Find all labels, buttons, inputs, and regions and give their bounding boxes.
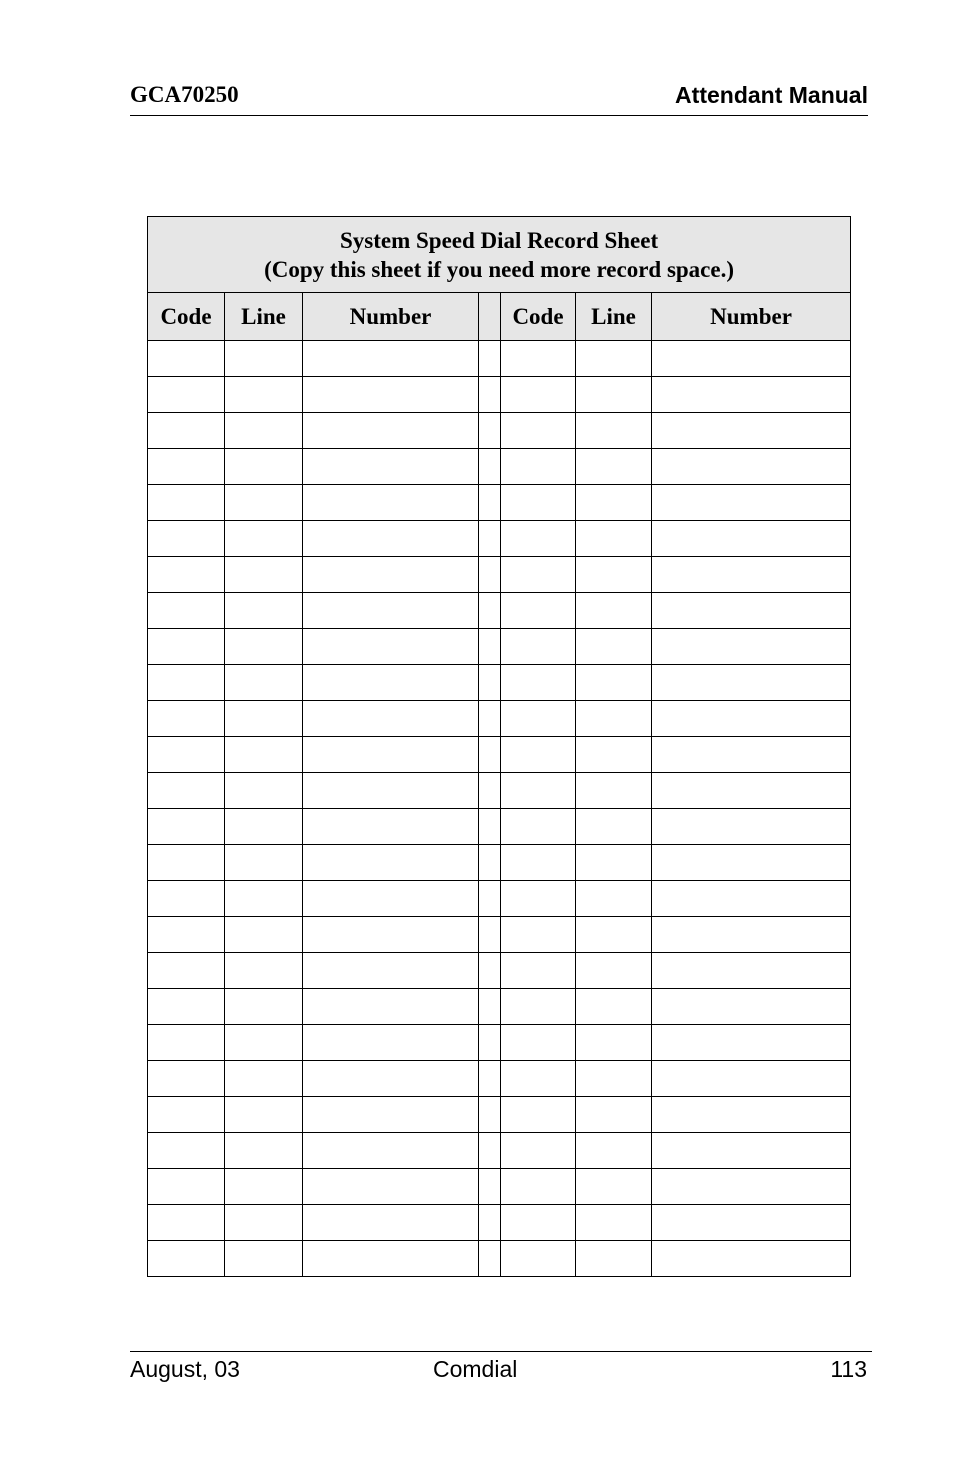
table-cell [303, 593, 479, 629]
table-row [148, 665, 851, 701]
table-cell [303, 629, 479, 665]
page-number: 113 [830, 1356, 867, 1382]
document-id: GCA70250 [130, 82, 239, 107]
table-cell [576, 1061, 652, 1097]
column-header-code-right: Code [501, 293, 576, 341]
table-row [148, 701, 851, 737]
table-row [148, 881, 851, 917]
table-cell [652, 593, 851, 629]
table-cell [501, 1097, 576, 1133]
table-cell [303, 413, 479, 449]
table-cell [479, 557, 501, 593]
table-cell [225, 809, 303, 845]
column-header-spacer [479, 293, 501, 341]
column-header-row [148, 293, 851, 341]
table-cell [225, 737, 303, 773]
table-cell [303, 521, 479, 557]
table-cell [148, 809, 225, 845]
table-cell [652, 485, 851, 521]
table-cell [652, 665, 851, 701]
table-cell [652, 845, 851, 881]
table-title-row [148, 217, 851, 293]
table-cell [303, 1025, 479, 1061]
table-cell [225, 1025, 303, 1061]
table-cell [303, 341, 479, 377]
table-cell [501, 989, 576, 1025]
table-cell [652, 629, 851, 665]
table-cell [148, 881, 225, 917]
table-cell [501, 1169, 576, 1205]
table-cell [148, 773, 225, 809]
table-title-main: System Speed Dial Record Sheet [339, 227, 659, 253]
table-cell [479, 881, 501, 917]
table-cell [148, 557, 225, 593]
table-row [148, 1061, 851, 1097]
table-cell [576, 629, 652, 665]
table-cell [479, 953, 501, 989]
table-cell [576, 449, 652, 485]
table-row [148, 989, 851, 1025]
table-cell [148, 377, 225, 413]
table-cell [148, 1241, 225, 1277]
table-cell [576, 485, 652, 521]
table-cell [148, 1025, 225, 1061]
table-cell [501, 413, 576, 449]
table-cell [303, 485, 479, 521]
table-cell [652, 557, 851, 593]
table-cell [303, 1097, 479, 1133]
footer-company: Comdial [433, 1356, 518, 1382]
table-cell [303, 737, 479, 773]
table-row [148, 377, 851, 413]
table-cell [501, 1133, 576, 1169]
table-cell [652, 1205, 851, 1241]
table-cell [501, 1205, 576, 1241]
table-cell [501, 449, 576, 485]
table-cell [303, 773, 479, 809]
table-cell [501, 485, 576, 521]
table-cell [479, 665, 501, 701]
table-cell [225, 773, 303, 809]
table-cell [576, 1205, 652, 1241]
table-cell [225, 449, 303, 485]
table-cell [303, 809, 479, 845]
table-row [148, 809, 851, 845]
table-cell [303, 881, 479, 917]
table-cell [479, 377, 501, 413]
table-cell [652, 1061, 851, 1097]
table-cell [148, 449, 225, 485]
table-cell [479, 809, 501, 845]
table-cell [576, 737, 652, 773]
table-cell [652, 1025, 851, 1061]
table-cell [501, 521, 576, 557]
table-cell [576, 377, 652, 413]
table-cell [479, 917, 501, 953]
column-header-line-right: Line [576, 293, 652, 341]
table-cell [148, 1205, 225, 1241]
table-cell [225, 557, 303, 593]
table-cell [148, 665, 225, 701]
table-cell [501, 953, 576, 989]
table-cell [576, 809, 652, 845]
table-cell [479, 701, 501, 737]
table-cell [148, 917, 225, 953]
table-cell [303, 917, 479, 953]
table-cell [303, 845, 479, 881]
table-cell [479, 737, 501, 773]
table-cell [501, 845, 576, 881]
table-cell [576, 413, 652, 449]
table-cell [652, 989, 851, 1025]
table-cell [225, 989, 303, 1025]
table-cell [303, 1205, 479, 1241]
table-cell [225, 341, 303, 377]
table-cell [652, 413, 851, 449]
page-header [130, 78, 868, 116]
table-row [148, 953, 851, 989]
table-cell [148, 1133, 225, 1169]
table-row [148, 773, 851, 809]
table-cell [576, 917, 652, 953]
table-cell [652, 1097, 851, 1133]
table-cell [225, 701, 303, 737]
table-cell [479, 413, 501, 449]
table-cell [225, 413, 303, 449]
table-cell [501, 809, 576, 845]
table-cell [148, 485, 225, 521]
table-row [148, 413, 851, 449]
table-cell [652, 881, 851, 917]
record-rows [148, 341, 851, 1277]
table-cell [148, 1061, 225, 1097]
table-cell [576, 1025, 652, 1061]
table-cell [148, 953, 225, 989]
table-cell [479, 629, 501, 665]
page-footer [130, 1351, 872, 1386]
table-cell [479, 341, 501, 377]
table-cell [225, 1097, 303, 1133]
column-header-code-left: Code [148, 293, 225, 341]
table-cell [652, 1169, 851, 1205]
table-cell [148, 1169, 225, 1205]
table-cell [576, 1169, 652, 1205]
table-cell [148, 845, 225, 881]
table-cell [148, 1097, 225, 1133]
table-cell [576, 1133, 652, 1169]
table-row [148, 1133, 851, 1169]
table-cell [576, 989, 652, 1025]
table-cell [148, 593, 225, 629]
table-row [148, 1025, 851, 1061]
column-header-number-right: Number [652, 293, 851, 341]
table-cell [576, 953, 652, 989]
table-cell [225, 629, 303, 665]
table-cell [303, 377, 479, 413]
table-cell [225, 1205, 303, 1241]
table-cell [652, 521, 851, 557]
table-row [148, 1241, 851, 1277]
table-cell [501, 557, 576, 593]
table-row [148, 449, 851, 485]
table-cell [576, 341, 652, 377]
table-cell [225, 1169, 303, 1205]
table-row [148, 521, 851, 557]
table-cell [652, 809, 851, 845]
table-row [148, 629, 851, 665]
table-cell [652, 449, 851, 485]
table-cell [652, 917, 851, 953]
table-cell [303, 989, 479, 1025]
table-cell [479, 1061, 501, 1097]
table-cell [148, 701, 225, 737]
table-row [148, 593, 851, 629]
table-cell [479, 845, 501, 881]
table-cell [479, 521, 501, 557]
table-row [148, 557, 851, 593]
table-cell [303, 1133, 479, 1169]
table-cell [479, 1169, 501, 1205]
table-cell [501, 1025, 576, 1061]
table-cell [303, 953, 479, 989]
table-row [148, 341, 851, 377]
table-cell [148, 521, 225, 557]
table-cell [225, 593, 303, 629]
table-cell [225, 377, 303, 413]
table-row [148, 1169, 851, 1205]
table-cell [303, 1241, 479, 1277]
table-cell [501, 1061, 576, 1097]
table-cell [148, 737, 225, 773]
table-row [148, 845, 851, 881]
table-cell [303, 449, 479, 485]
table-cell [148, 341, 225, 377]
table-cell [225, 521, 303, 557]
column-header-line-left: Line [225, 293, 303, 341]
table-cell [225, 665, 303, 701]
table-cell [652, 701, 851, 737]
table-cell [576, 1097, 652, 1133]
table-cell [652, 1133, 851, 1169]
table-row [148, 1205, 851, 1241]
table-cell [501, 737, 576, 773]
table-cell [652, 737, 851, 773]
table-cell [148, 413, 225, 449]
column-header-number-left: Number [303, 293, 479, 341]
table-cell [501, 377, 576, 413]
table-cell [576, 773, 652, 809]
table-cell [479, 1205, 501, 1241]
table-row [148, 1097, 851, 1133]
table-row [148, 917, 851, 953]
table-cell [225, 917, 303, 953]
table-cell [501, 665, 576, 701]
table-cell [501, 1241, 576, 1277]
speed-dial-record-table [147, 216, 851, 1277]
table-cell [576, 1241, 652, 1277]
table-cell [576, 881, 652, 917]
table-cell [479, 449, 501, 485]
table-cell [225, 881, 303, 917]
table-cell [652, 1241, 851, 1277]
table-cell [148, 989, 225, 1025]
table-cell [303, 557, 479, 593]
table-cell [225, 1241, 303, 1277]
table-row [148, 737, 851, 773]
table-cell [501, 773, 576, 809]
table-cell [501, 701, 576, 737]
table-cell [576, 665, 652, 701]
table-cell [576, 845, 652, 881]
table-cell [225, 1061, 303, 1097]
table-cell [576, 593, 652, 629]
table-cell [148, 629, 225, 665]
table-cell [479, 485, 501, 521]
table-cell [501, 881, 576, 917]
table-cell [501, 593, 576, 629]
table-cell [652, 341, 851, 377]
table-cell [479, 773, 501, 809]
table-cell [479, 1097, 501, 1133]
table-row [148, 485, 851, 521]
table-cell [652, 773, 851, 809]
table-cell [479, 989, 501, 1025]
table-cell [303, 665, 479, 701]
footer-date: August, 03 [130, 1356, 240, 1382]
table-cell [576, 701, 652, 737]
table-cell [479, 1133, 501, 1169]
table-cell [479, 1025, 501, 1061]
table-cell [225, 845, 303, 881]
table-cell [303, 1169, 479, 1205]
table-cell [479, 593, 501, 629]
table-title-note: (Copy this sheet if you need more record space.) [264, 256, 735, 282]
table-cell [303, 701, 479, 737]
table-cell [652, 377, 851, 413]
table-cell [576, 557, 652, 593]
table-cell [501, 341, 576, 377]
table-cell [479, 1241, 501, 1277]
table-title [148, 217, 851, 293]
table-cell [652, 953, 851, 989]
table-cell [225, 953, 303, 989]
table-cell [303, 1061, 479, 1097]
table-cell [501, 917, 576, 953]
manual-title: Attendant Manual [675, 82, 868, 108]
table-cell [225, 485, 303, 521]
table-cell [576, 521, 652, 557]
table-cell [501, 629, 576, 665]
table-cell [225, 1133, 303, 1169]
